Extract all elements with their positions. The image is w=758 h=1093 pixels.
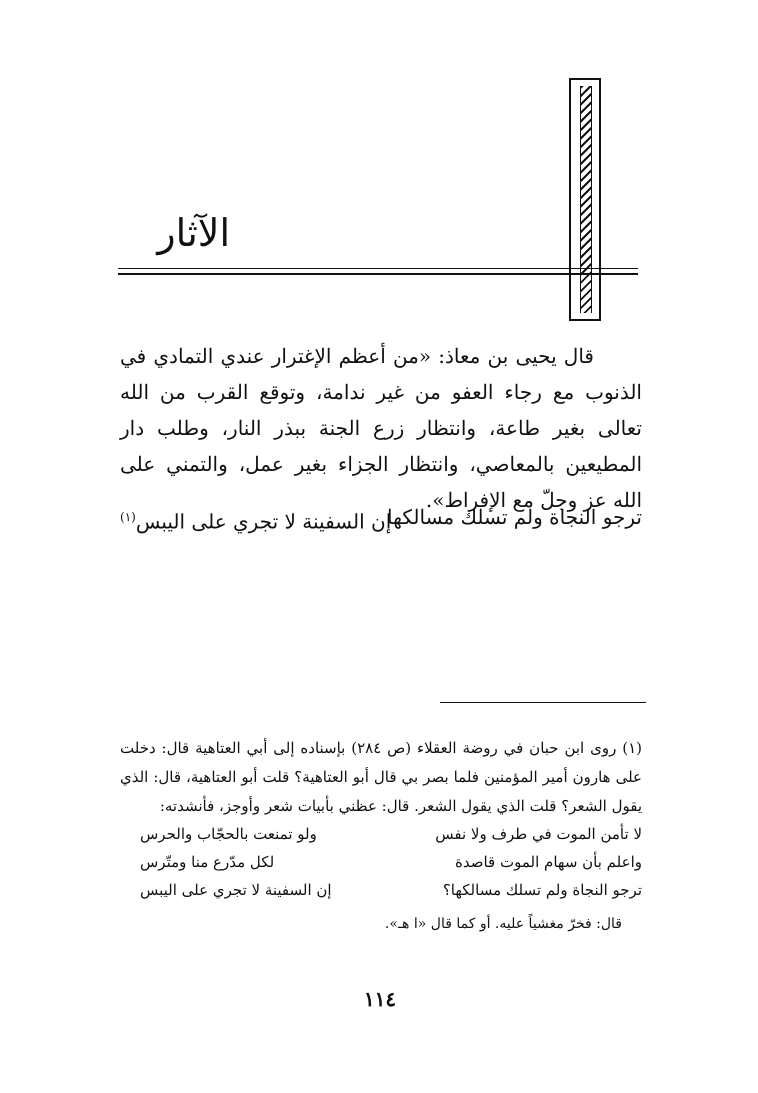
- footnote-reference: (١): [120, 510, 136, 524]
- title-rule: [118, 268, 638, 269]
- poem-second-half: ولو تمنعت بالحجّاب والحرس: [140, 825, 317, 843]
- chapter-title: الآثار: [157, 211, 230, 255]
- verse-line: [120, 500, 642, 534]
- poem-first-half: لا تأمن الموت في طرف ولا نفس: [435, 825, 642, 843]
- main-paragraph-block: [120, 338, 642, 518]
- title-rule-thick: [118, 273, 638, 275]
- poem-row: [120, 876, 642, 904]
- poem-row: [120, 848, 642, 876]
- ornamental-frame: [569, 78, 601, 321]
- poem-second-half: لكل مدّرع منا ومتّرس: [140, 853, 275, 871]
- footnote-text: (١) روى ابن حبان في روضة العقلاء (ص ٢٨٤) بإسناده إلى أبي العتاهية قال: دخلت على هارون أمير المؤمنين فلما بصر بي قال أبو العتاهية؟ قلت أبو العتاهية، قال: الذي يقول الشعر؟ قلت الذي يقول الشعر. قال: عظني بأبيات شعر وأوجز، فأنشدته:: [120, 739, 642, 815]
- footnote-separator: [440, 702, 646, 703]
- verse-second-half: إن السفينة لا تجري على اليبس: [135, 509, 392, 534]
- poem-row: [120, 820, 642, 848]
- poem-first-half: واعلم بأن سهام الموت قاصدة: [455, 853, 642, 871]
- footnote: [120, 734, 642, 821]
- poem-first-half: ترجو النجاة ولم تسلك مسالكها؟: [442, 881, 642, 899]
- verse-first-half: ترجو النجاة ولم تسلك مسالكها: [387, 505, 642, 529]
- verse-second-half-wrap: [120, 500, 391, 539]
- poem-second-half: إن السفينة لا تجري على اليبس: [140, 881, 332, 899]
- footnote-closing: قال: فخرّ مغشياً عليه. أو كما قال «ا هـ».: [384, 916, 622, 932]
- footnote-poem: [120, 820, 642, 904]
- main-paragraph: قال يحيى بن معاذ: «من أعظم الإغترار عندي التمادي في الذنوب مع رجاء العفو من غير ندامة، وتوقع القرب من الله تعالى بغير طاعة، وانتظار زرع الجنة ببذر النار، وطلب دار المطيعين بالمعاصي، وانتظار الجزاء بغير عمل، والتمني على الله عز وجلّ مع الإفراط».: [120, 344, 642, 512]
- page-number: ١١٤: [363, 987, 397, 1011]
- rope-ornament-icon: [580, 86, 592, 313]
